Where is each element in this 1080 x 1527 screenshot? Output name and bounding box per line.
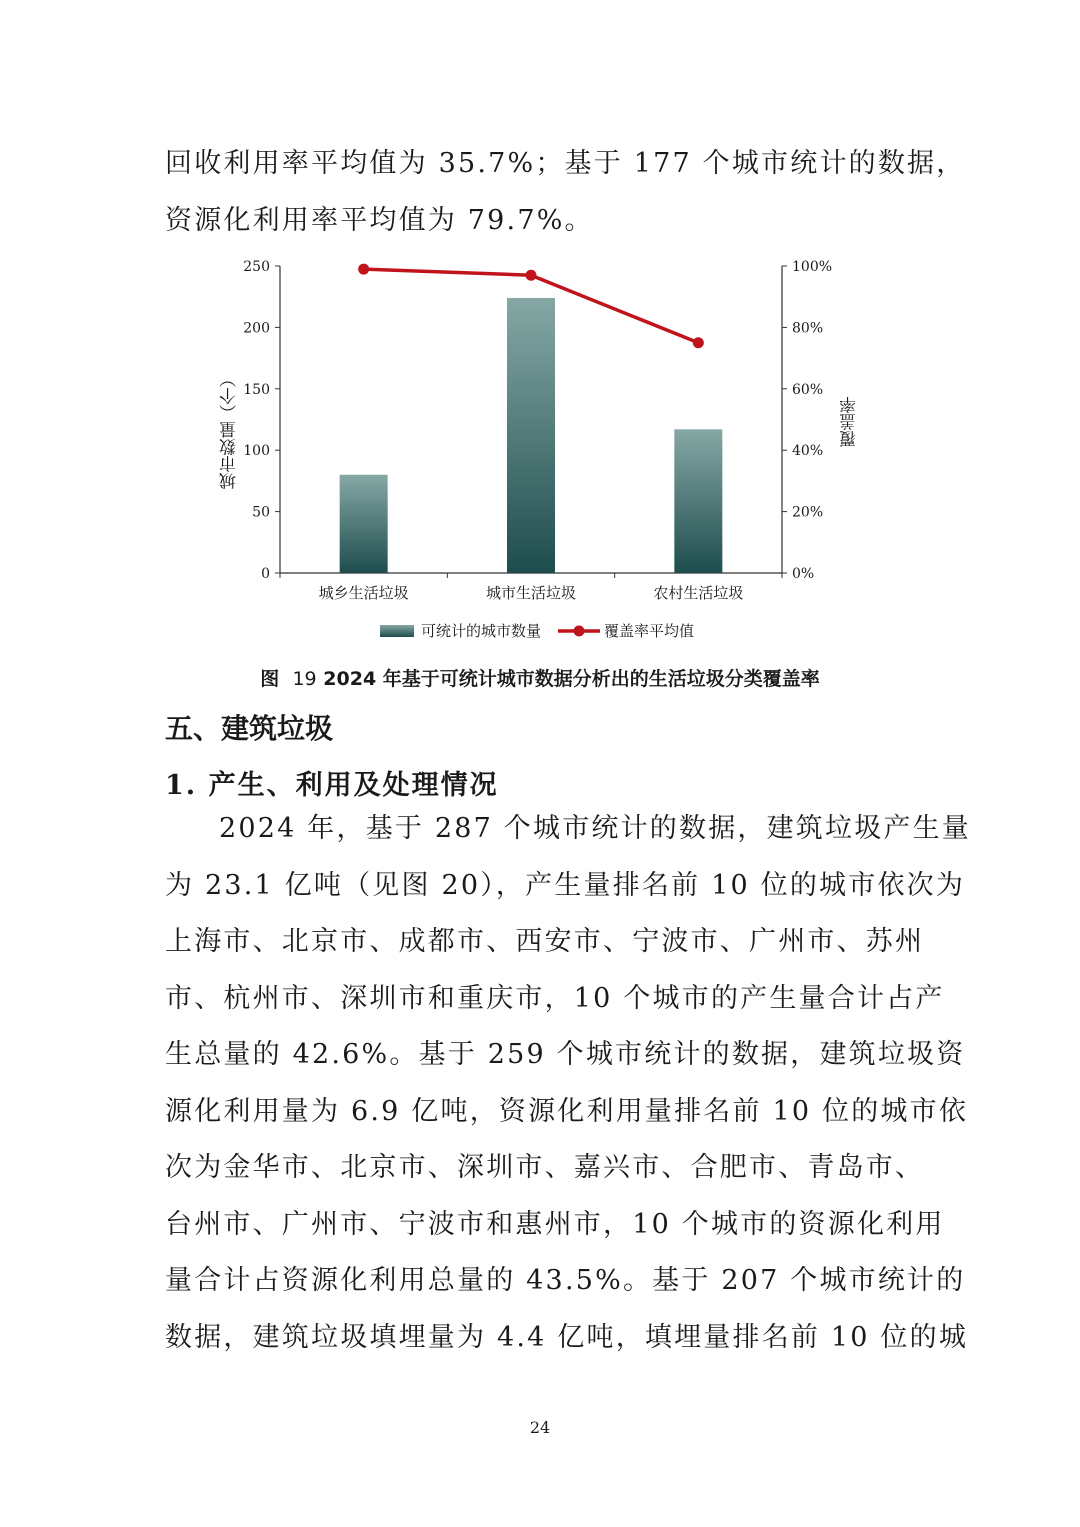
text-line: 源化利用量为 6.9 亿吨，资源化利用量排名前 10 位的城市依 (165, 1095, 969, 1127)
body-paragraph (165, 801, 971, 1366)
right-tick-label: 100% (792, 259, 833, 275)
left-tick-label: 0 (261, 566, 270, 582)
right-tick-label: 40% (792, 443, 824, 460)
right-axis-title: 覆盖率 (840, 396, 860, 448)
text-line: 生总量的 42.6%。基于 259 个城市统计的数据，建筑垃圾资 (165, 1039, 966, 1070)
caption-text: 2024 年基于可统计城市数据分析出的生活垃圾分类覆盖率 (323, 668, 820, 690)
section-heading: 五、建筑垃圾 (165, 712, 334, 745)
left-axis-title: 城市数量（个） (220, 370, 240, 490)
chart-bars (340, 298, 723, 573)
bar (674, 429, 722, 573)
right-tick-label: 0% (792, 566, 815, 582)
left-tick-label: 200 (243, 320, 270, 337)
right-tick-label: 80% (792, 320, 824, 337)
page-number: 24 (529, 1418, 551, 1437)
line-point (358, 264, 369, 275)
top-paragraph (165, 136, 966, 249)
figure-caption (0, 664, 1080, 691)
legend-bar-swatch (380, 625, 414, 637)
right-tick-label: 20% (792, 504, 824, 521)
category-label: 城市生活垃圾 (485, 584, 577, 602)
legend-line-marker (574, 626, 585, 637)
left-tick-label: 100 (243, 443, 270, 460)
text-line: 资源化利用率平均值为 79.7%。 (165, 204, 594, 236)
subsection-heading: 1. 产生、利用及处理情况 (165, 770, 499, 801)
text-line: 量合计占资源化利用总量的 43.5%。基于 207 个城市统计的 (165, 1265, 966, 1296)
text-line: 台州市、广州市、宁波市和惠州市，10 个城市的资源化利用 (165, 1208, 945, 1240)
text-line: 为 23.1 亿吨（见图 20），产生量排名前 10 位的城市依次为 (165, 869, 966, 901)
legend-bar-label: 可统计的城市数量 (421, 622, 542, 640)
right-tick-label: 60% (792, 381, 824, 398)
caption-label: 图 (260, 668, 280, 690)
coverage-chart (200, 250, 880, 660)
category-label: 城乡生活垃圾 (318, 584, 409, 602)
chart-legend (380, 622, 694, 640)
line-point (526, 270, 537, 281)
left-tick-label: 250 (243, 259, 270, 275)
caption-number: 19 (292, 668, 317, 690)
text-line: 数据，建筑垃圾填埋量为 4.4 亿吨，填埋量排名前 10 位的城 (165, 1321, 969, 1353)
text-line: 上海市、北京市、成都市、西安市、宁波市、广州市、苏州 (165, 926, 925, 957)
category-label: 农村生活垃圾 (653, 584, 744, 602)
bar (340, 475, 388, 573)
bar (507, 298, 555, 573)
legend-line-label: 覆盖率平均值 (604, 622, 695, 640)
line-point (693, 337, 704, 348)
left-tick-label: 150 (243, 381, 270, 398)
left-tick-label: 50 (252, 504, 270, 521)
text-line: 回收利用率平均值为 35.7%；基于 177 个城市统计的数据， (165, 148, 966, 179)
text-line: 2024 年，基于 287 个城市统计的数据，建筑垃圾产生量 (219, 813, 971, 844)
text-line: 次为金华市、北京市、深圳市、嘉兴市、合肥市、青岛市、 (165, 1152, 925, 1183)
text-line: 市、杭州市、深圳市和重庆市，10 个城市的产生量合计占产 (165, 982, 945, 1014)
